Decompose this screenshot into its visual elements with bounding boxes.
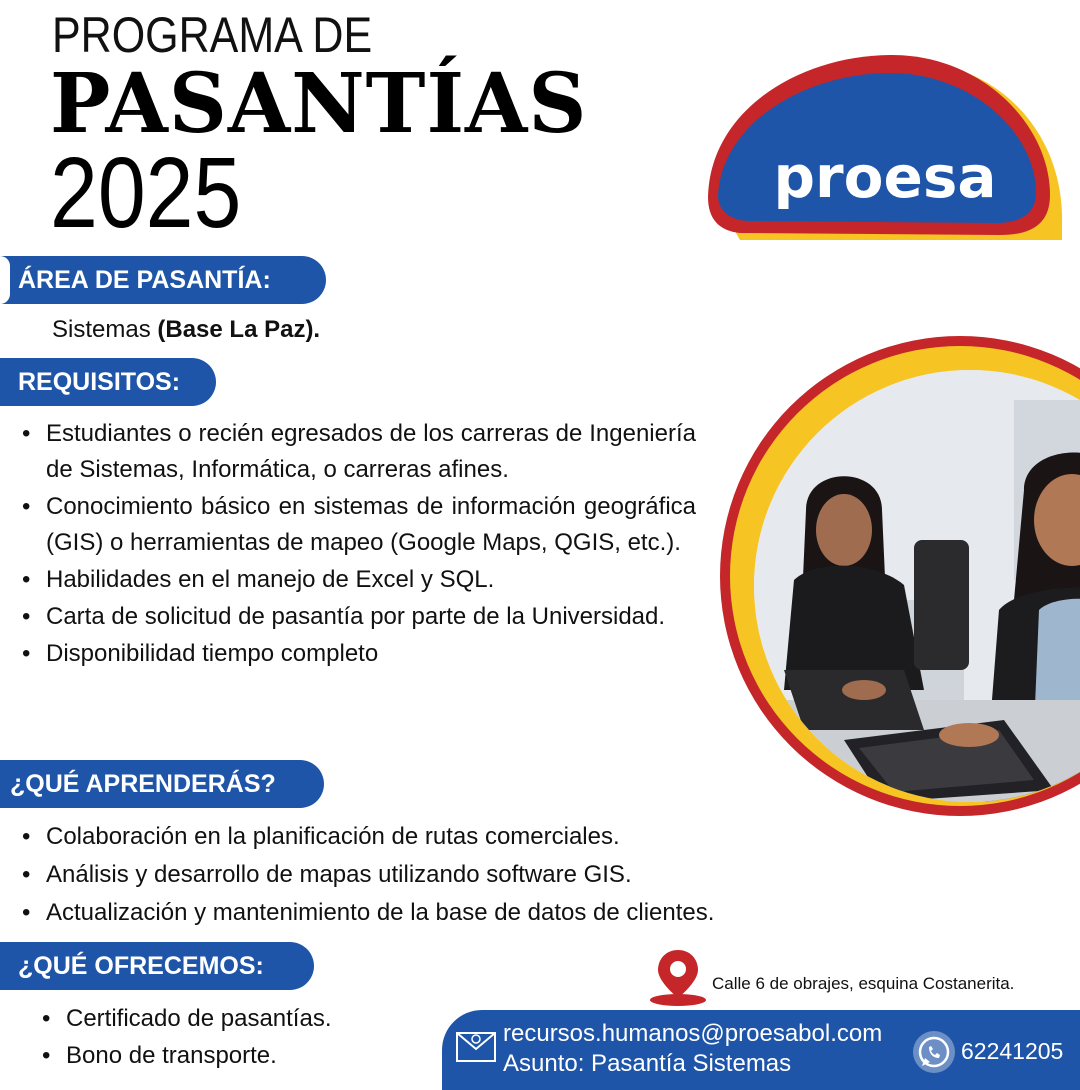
email-link[interactable]: recursos.humanos@proesabol.com	[503, 1020, 883, 1047]
list-item: • Bono de transporte.	[40, 1037, 440, 1074]
address-text: Calle 6 de obrajes, esquina Costanerita.	[712, 974, 1015, 993]
team-photo-frame	[720, 336, 1080, 816]
offer-list	[40, 1000, 440, 1074]
list-item: • Análisis y desarrollo de mapas utilizando software GIS.	[20, 856, 820, 894]
requirements-heading: REQUISITOS:	[0, 358, 216, 406]
list-item: • Estudiantes o recién egresados de los carreras de Ingeniería de Sistemas, Informática, o carreras afines.	[20, 416, 696, 488]
svg-text:proesa: proesa	[773, 143, 997, 211]
email-subject: Asunto: Pasantía Sistemas	[503, 1050, 792, 1077]
phone-number[interactable]: 62241205	[961, 1038, 1064, 1064]
title-main: PASANTÍAS	[50, 56, 588, 152]
learn-heading: ¿QUÉ APRENDERÁS?	[0, 760, 324, 808]
list-item: • Certificado de pasantías.	[40, 1000, 440, 1037]
list-item: • Carta de solicitud de pasantía por parte de la Universidad.	[20, 599, 696, 635]
title-top: PROGRAMA DE	[52, 7, 373, 63]
mail-icon	[456, 1032, 496, 1062]
list-item: • Actualización y mantenimiento de la base de datos de clientes.	[20, 894, 820, 932]
list-item: • Conocimiento básico en sistemas de información geográfica (GIS) o herramientas de mapeo (Google Maps, QGIS, etc.).	[20, 489, 696, 561]
proesa-logo	[700, 55, 1070, 250]
list-item: • Disponibilidad tiempo completo	[20, 636, 696, 672]
learn-list	[20, 818, 820, 932]
offer-heading: ¿QUÉ OFRECEMOS:	[0, 942, 314, 990]
requirements-list	[20, 416, 696, 673]
location-pin-icon	[648, 948, 708, 1008]
title-year: 2025	[50, 137, 242, 249]
area-heading: ÁREA DE PASANTÍA:	[0, 256, 326, 304]
list-item: • Colaboración en la planificación de rutas comerciales.	[20, 818, 820, 856]
team-photo	[754, 370, 1080, 802]
list-item: • Habilidades en el manejo de Excel y SQL.	[20, 562, 696, 598]
area-text: Sistemas (Base La Paz).	[52, 316, 321, 343]
whatsapp-icon	[912, 1030, 956, 1074]
